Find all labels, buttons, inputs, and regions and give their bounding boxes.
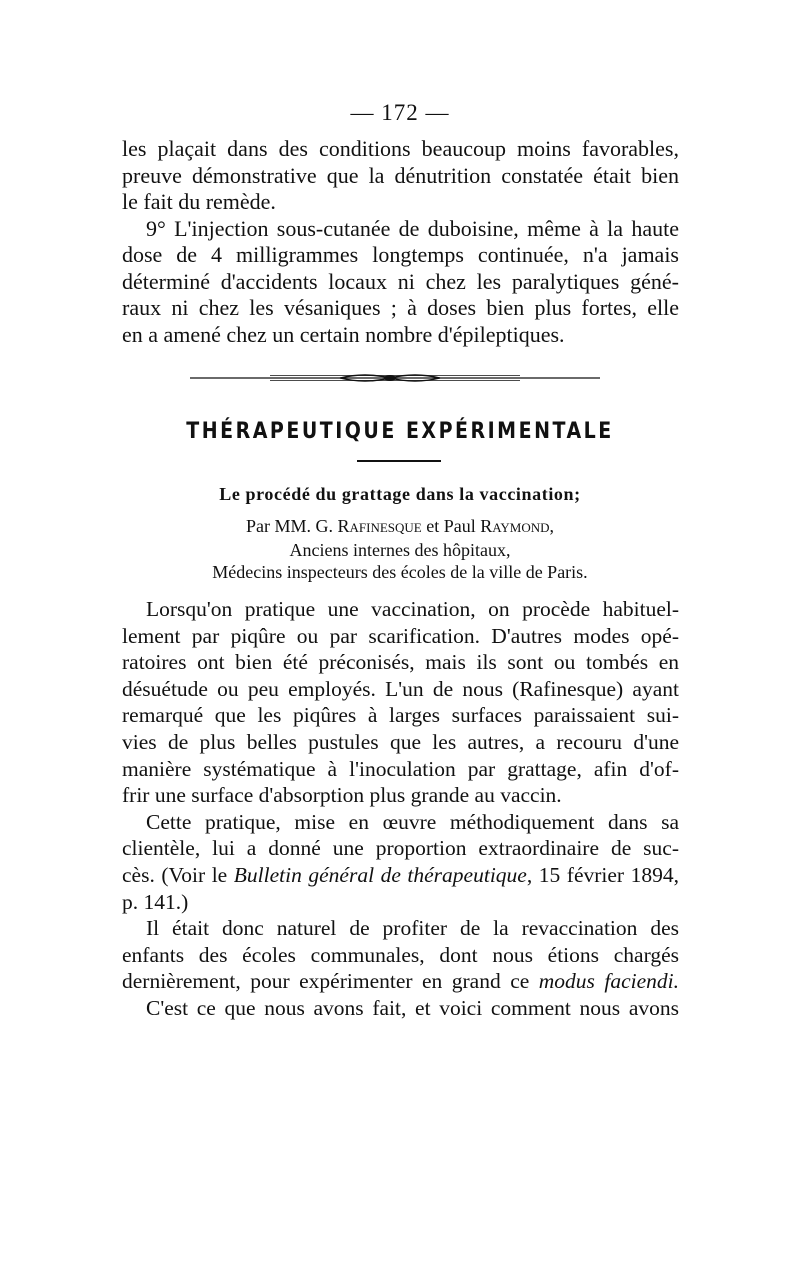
author-name: Raymond,: [480, 516, 555, 536]
decorative-rule-ornament: [190, 370, 600, 386]
text-line: frir une surface d'absorption plus grande au vaccin.: [122, 783, 562, 808]
text-line: en a amené chez un certain nombre d'épileptiques.: [122, 321, 565, 347]
byline-conjunction: et Paul: [421, 516, 481, 536]
text-line: vies de plus belles pustules que les autres, a recouru d'une: [122, 729, 679, 754]
text-run: dernièrement, pour expérimenter en grand ce: [122, 969, 539, 994]
author-name: Rafinesque: [337, 516, 422, 536]
top-paragraphs: [122, 136, 679, 348]
page-number: — 172 —: [350, 100, 450, 125]
article-title: Le procédé du grattage dans la vaccination;: [219, 484, 581, 504]
text-line: [122, 968, 679, 995]
text-line: p. 141.): [122, 889, 189, 914]
text-line: clientèle, lui a donné une proportion extraordinaire de suc-: [122, 836, 679, 861]
text-line: C'est ce que nous avons fait, et voici comment nous avons: [146, 995, 679, 1020]
byline-affiliation: Anciens internes des hôpitaux,: [289, 540, 511, 560]
text-run: cès. (Voir le: [122, 862, 234, 887]
title-underline-rule: [357, 460, 441, 462]
text-line: déterminé d'accidents locaux ni chez les paralytiques géné-: [122, 268, 679, 294]
latin-phrase: modus faciendi.: [538, 969, 679, 994]
byline-prefix: Par MM. G.: [245, 516, 338, 536]
text-line: preuve démonstrative que la dénutrition constatée était bien: [122, 162, 679, 188]
text-line: remarqué que les piqûres à larges surfaces paraissaient sui-: [122, 703, 679, 728]
byline-authors: [0, 516, 800, 537]
text-line: manière systématique à l'inoculation par grattage, afin d'of-: [122, 756, 679, 781]
text-line: désuétude ou peu employés. L'un de nous (Rafinesque) ayant: [122, 676, 679, 701]
text-line: Lorsqu'on pratique une vaccination, on procède habituel-: [146, 597, 679, 621]
article-body: [122, 596, 679, 1022]
text-line: ratoires ont bien été préconisés, mais ils sont ou tombés en: [122, 650, 679, 675]
text-line: Cette pratique, mise en œuvre méthodiquement dans sa: [146, 809, 679, 834]
text-line: dose de 4 milligrammes longtemps continuée, n'a jamais: [122, 242, 679, 267]
text-line: raux ni chez les vésaniques ; à doses bien plus fortes, elle: [122, 295, 679, 320]
text-line: les plaçait dans des conditions beaucoup moins favorables,: [122, 136, 679, 161]
text-line: [122, 862, 679, 889]
section-title: THÉRAPEUTIQUE EXPÉRIMENTALE: [186, 418, 614, 444]
byline-affiliation: Médecins inspecteurs des écoles de la ville de Paris.: [212, 562, 588, 582]
text-line: enfants des écoles communales, dont nous étions chargés: [122, 942, 679, 967]
citation-title: Bulletin général de thérapeutique: [233, 862, 527, 887]
text-line: lement par piqûre ou par scarification. D'autres modes opé-: [122, 623, 679, 648]
text-run: , 15 février 1894,: [526, 862, 679, 887]
text-line: le fait du remède.: [122, 189, 276, 214]
text-line: 9° L'injection sous-cutanée de duboisine, même à la haute: [146, 215, 679, 241]
text-line: Il était donc naturel de profiter de la revaccination des: [146, 916, 679, 941]
